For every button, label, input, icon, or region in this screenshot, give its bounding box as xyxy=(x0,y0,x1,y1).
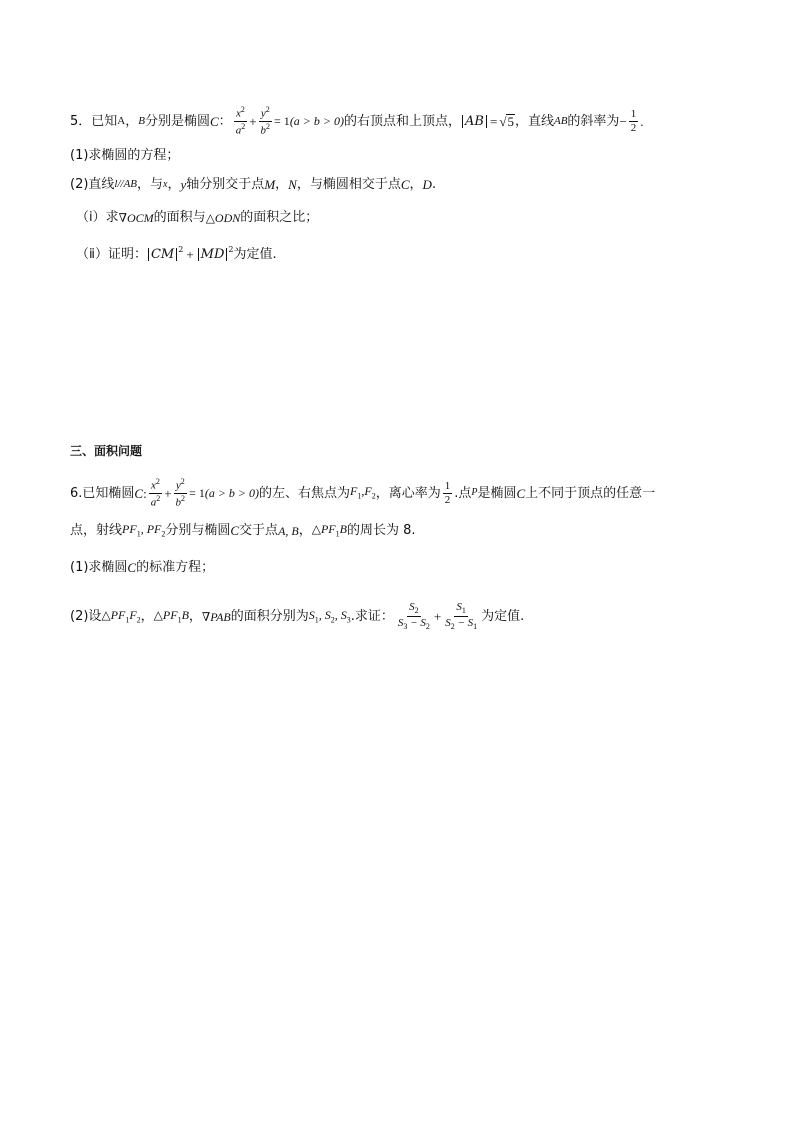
math-N: N xyxy=(288,177,297,192)
text: (2)直线 xyxy=(70,177,115,192)
math-C: C xyxy=(516,485,526,501)
text: ， xyxy=(188,609,202,625)
text: 的面积与 xyxy=(153,210,206,225)
math-y: y xyxy=(180,177,187,192)
text: （ⅱ）证明： xyxy=(76,247,147,262)
text: 的周长为 8. xyxy=(346,523,416,539)
text: 的标准方程； xyxy=(136,560,215,575)
math-C: C xyxy=(400,177,410,192)
equals-one: = 1 xyxy=(274,114,290,129)
text: ， xyxy=(298,523,312,539)
triangle-PF1B: $\triangle PF_1B$ xyxy=(153,607,189,625)
period: . xyxy=(640,113,644,129)
text: 6.已知椭圆 xyxy=(70,485,135,501)
text: ， xyxy=(167,177,181,192)
plus-sign: + xyxy=(433,609,442,625)
problem-5-question-2 xyxy=(70,178,436,191)
math-A: A xyxy=(117,114,126,127)
text: 分别是椭圆 xyxy=(144,113,210,129)
question-text: (1)求椭圆的方程； xyxy=(70,148,180,163)
text: 分别与椭圆 xyxy=(165,523,231,539)
text: 的斜率为 xyxy=(567,113,620,129)
text: ， xyxy=(275,177,289,192)
problem-5-number: 5．已知 xyxy=(70,113,118,129)
condition: (a > b > 0) xyxy=(289,114,344,129)
points-A-B: A, B xyxy=(278,523,299,538)
text: 是椭圆 xyxy=(477,485,517,501)
math-D: D xyxy=(422,177,432,192)
math-l-parallel-AB: l//AB xyxy=(114,178,138,190)
math-B: B xyxy=(138,114,145,127)
math-C: C xyxy=(230,523,240,539)
plus-sign: + xyxy=(186,247,194,262)
colon: : xyxy=(143,485,147,501)
triangle-PAB: ∇PAB xyxy=(201,609,231,624)
math-C: C xyxy=(210,113,219,129)
math-M: M xyxy=(264,177,276,192)
sqrt-5: √ 5 xyxy=(499,113,514,130)
areas-S1-S2-S3: $S_1$, $S_2$, $S_3$ xyxy=(308,607,351,625)
text: 的面积之比； xyxy=(240,210,319,225)
math-C: C xyxy=(134,485,144,501)
abs-MD-squared: MD xyxy=(198,248,228,261)
problem-5-sub-question-ii: （ⅱ）证明： CM 2 + MD 2 为定值. xyxy=(76,244,277,262)
triangle-PF1F2: $\triangle PF_1F_2$ xyxy=(101,607,141,625)
text: ，直线 xyxy=(514,113,554,129)
fraction-x2-a2: $\frac{x^2}{a^2}$ xyxy=(235,105,246,137)
text: 上不同于顶点的任意一 xyxy=(525,485,656,501)
minus-sign: − xyxy=(619,113,627,129)
text: 为定值. xyxy=(481,609,525,625)
math-P: P xyxy=(471,487,478,499)
foci-F1-F2: $F_1,F_2$ xyxy=(350,484,376,501)
math-x: x xyxy=(163,178,168,190)
problem-6-question-1 xyxy=(70,561,214,574)
text: 的右顶点和上顶点， xyxy=(344,113,462,129)
text: ： xyxy=(218,113,232,129)
fraction-one-half: $\frac{1}{2}$ xyxy=(630,107,637,134)
plus-sign: + xyxy=(164,485,172,501)
text: ，与 xyxy=(137,177,164,192)
math-C: C xyxy=(127,560,137,575)
triangle-ODN: △ODN xyxy=(205,210,241,225)
text: 轴分别交于点 xyxy=(186,177,265,192)
section-heading xyxy=(70,445,142,457)
text: （i）求 xyxy=(76,210,119,225)
problem-5-sub-question-i xyxy=(76,211,318,224)
rays-PF1-PF2: $PF_1$, $PF_2$ xyxy=(122,522,166,539)
condition: (a > b > 0) xyxy=(204,486,260,501)
fraction-x2-a2: $\frac{x^2}{a^2}$ xyxy=(150,477,161,509)
text: .点 xyxy=(454,485,472,501)
text: ，与椭圆相交于点 xyxy=(296,177,401,192)
text: (1)求椭圆 xyxy=(70,560,128,575)
text: ， xyxy=(409,177,423,192)
abs-CM-squared: CM xyxy=(148,248,177,261)
text: 的面积分别为 xyxy=(230,609,309,625)
math-AB: AB xyxy=(553,114,568,127)
plus-sign: + xyxy=(249,113,257,129)
fraction-S1-over-S2-minus-S1: $\frac{S_1}{S_2 - S_1}$ xyxy=(445,601,478,632)
fraction-S2-over-S3-minus-S2: $\frac{S_2}{S_3 - S_2}$ xyxy=(397,601,430,632)
text: ，离心率为 xyxy=(375,485,441,501)
text: 交于点 xyxy=(239,523,279,539)
problem-6-statement-line-1 xyxy=(70,478,655,508)
equals-one: = 1 xyxy=(189,486,205,501)
problem-5-question-1 xyxy=(70,149,179,162)
triangle-PF1B: $\triangle PF_1B$ xyxy=(311,522,347,539)
fraction-one-half: $\frac{1}{2}$ xyxy=(444,479,451,506)
problem-6-statement-line-2 xyxy=(70,523,416,538)
fraction-y2-b2: $\frac{y^2}{b^2}$ xyxy=(175,477,186,509)
text: (2)设 xyxy=(70,609,102,625)
text: .求证： xyxy=(350,609,394,625)
fraction-y2-b2: $\frac{y^2}{b^2}$ xyxy=(260,105,271,137)
equals-sign: = xyxy=(489,113,498,129)
problem-5-statement xyxy=(70,106,644,136)
text: ， xyxy=(140,609,154,625)
problem-6-question-2 xyxy=(70,602,524,631)
section-title: 三、面积问题 xyxy=(70,444,143,458)
text: ， xyxy=(125,113,139,129)
abs-AB: AB xyxy=(462,115,487,128)
text: . xyxy=(431,177,437,192)
triangle-OCM: ∇OCM xyxy=(118,210,154,225)
text: 的左、右焦点为 xyxy=(259,485,351,501)
text: 点，射线 xyxy=(70,523,123,539)
text: 为定值. xyxy=(233,247,277,262)
